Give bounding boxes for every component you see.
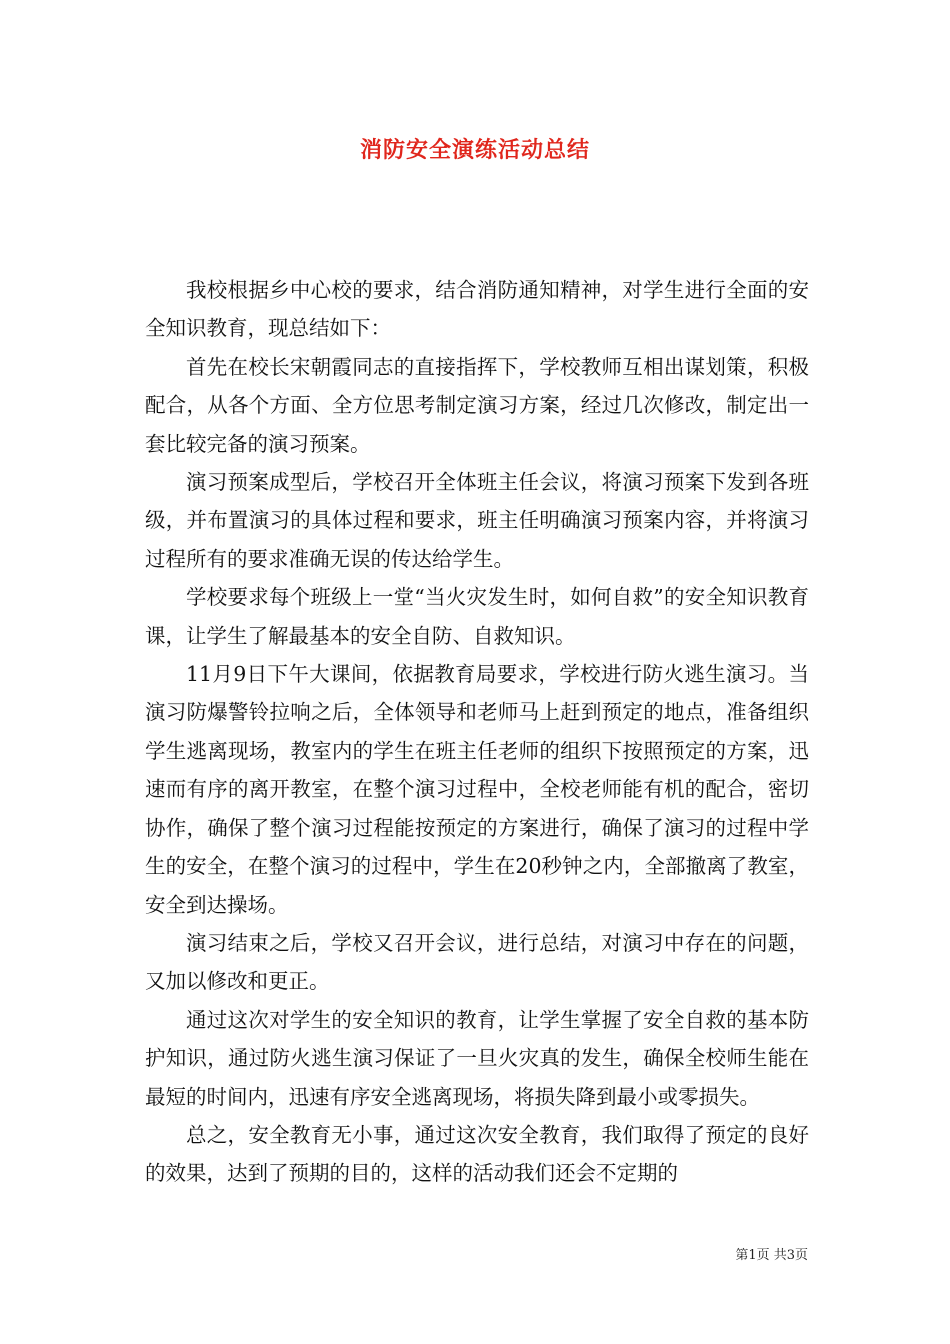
paragraph-planning: 首先在校长宋朝霞同志的直接指挥下，学校教师互相出谋划策，积极配合，从各个方面、全方位思考制定演习方案，经过几次修改，制定出一套比较完备的演习预案。 — [145, 354, 809, 456]
paragraph-review: 演习结束之后，学校又召开会议，进行总结，对演习中存在的问题，又加以修改和更正。 — [145, 930, 809, 994]
paragraph-drill: 11月9日下午大课间，依据教育局要求，学校进行防火逃生演习。当演习防爆警铃拉响之后，全体领导和老师马上赶到预定的地点，准备组织学生逃离现场，教室内的学生在班主任老师的组织下按照预定的方案，迅速而有序的离开教室，在整个演习过程中，全校老师能有机的配合，密切协作，确保了整个演习过程能按预定的方案进行，确保了演习的过程中学生的安全，在整个演习的过程中，学生在20秒钟之内，全部撤离了教室，安全到达操场。 — [145, 662, 809, 917]
paragraph-preparation: 演习预案成型后，学校召开全体班主任会议，将演习预案下发到各班级，并布置演习的具体过程和要求，班主任明确演习预案内容，并将演习过程所有的要求准确无误的传达给学生。 — [145, 470, 809, 571]
document-body — [145, 271, 809, 1193]
page-number: 第1页 共3页 — [735, 1248, 808, 1263]
paragraph-conclusion: 总之，安全教育无小事，通过这次安全教育，我们取得了预定的良好的效果，达到了预期的目的，这样的活动我们还会不定期的 — [145, 1122, 809, 1186]
paragraph-outcome: 通过这次对学生的安全知识的教育，让学生掌握了安全自救的基本防护知识，通过防火逃生演习保证了一旦火灾真的发生，确保全校师生能在最短的时间内，迅速有序安全逃离现场，将损失降到最小或零损失。 — [145, 1007, 809, 1109]
paragraph-education-class: 学校要求每个班级上一堂“当火灾发生时，如何自救”的安全知识教育课，让学生了解最基本的安全自防、自救知识。 — [145, 585, 809, 648]
document-title: 消防安全演练活动总结 — [359, 137, 590, 163]
paragraph-intro: 我校根据乡中心校的要求，结合消防通知精神，对学生进行全面的安全知识教育，现总结如下： — [145, 278, 809, 341]
